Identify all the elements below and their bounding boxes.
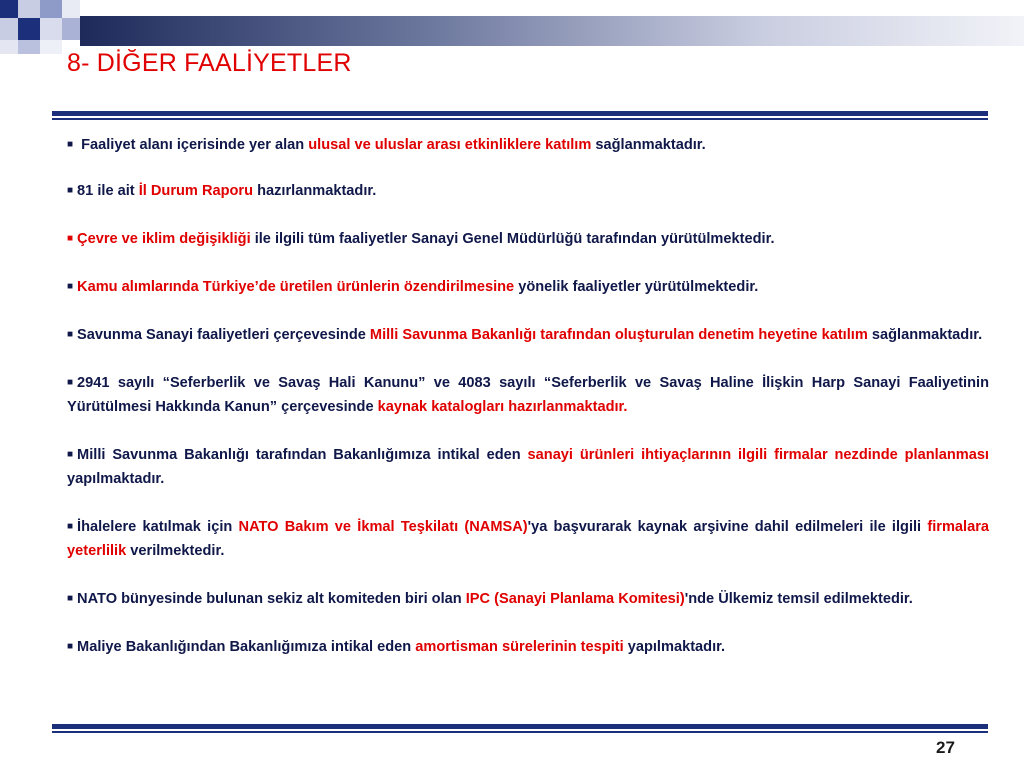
body-text: yapılmaktadır. (623, 639, 726, 655)
highlighted-text: firmalara yeterlilik (67, 519, 990, 559)
body-text: sağlanmaktadır. (867, 327, 983, 343)
corner-square-decoration (18, 40, 40, 54)
bottom-rule-thin (52, 731, 988, 733)
corner-square-decoration (62, 0, 80, 18)
body-text: 81 ile ait (77, 183, 139, 199)
corner-square-decoration (40, 18, 62, 40)
page-number: 27 (936, 738, 955, 757)
highlighted-text: ulusal ve uluslar arası etkinliklere katılım (308, 137, 592, 153)
body-text: ile ilgili tüm faaliyetler Sanayi Genel Müdürlüğü tarafından yürütülmektedir. (250, 231, 775, 247)
header-gradient-bar (80, 16, 1024, 46)
body-text: İhalelere katılmak için (77, 519, 239, 535)
bullet-paragraph (67, 227, 989, 251)
square-bullet-icon: ■ (67, 185, 74, 196)
square-bullet-icon: ■ (67, 641, 74, 652)
highlighted-text: Kamu alımlarında Türkiye’de üretilen ürünlerin özendirilmesine (77, 279, 515, 295)
body-text: Savunma Sanayi faaliyetleri çerçevesinde (77, 327, 370, 343)
corner-square-decoration (18, 18, 40, 40)
bottom-rule-thick (52, 724, 988, 729)
square-bullet-icon: ■ (67, 593, 74, 604)
top-rule-thick (52, 111, 988, 116)
corner-square-decoration (62, 18, 80, 40)
body-text: sağlanmaktadır. (591, 137, 706, 153)
body-text: 'nde Ülkemiz temsil edilmektedir. (684, 591, 913, 607)
body-text: Maliye Bakanlığından Bakanlığımıza intikal eden (77, 639, 416, 655)
top-rule-thin (52, 118, 988, 120)
square-bullet-icon: ■ (67, 521, 74, 532)
body-text: Faaliyet alanı içerisinde yer alan (77, 137, 309, 153)
square-bullet-icon: ■ (67, 233, 74, 244)
body-text: hazırlanmaktadır. (253, 183, 377, 199)
corner-square-decoration (0, 18, 18, 40)
body-text: Milli Savunma Bakanlığı tarafından Bakanlığımıza intikal eden (77, 447, 528, 463)
bullet-paragraph (67, 371, 989, 419)
highlighted-text: IPC (Sanayi Planlama Komitesi) (465, 591, 685, 607)
body-text: verilmektedir. (126, 543, 225, 559)
bullet-paragraph (67, 587, 989, 611)
square-bullet-icon: ■ (67, 139, 74, 150)
body-text: NATO bünyesinde bulunan sekiz alt komiteden biri olan (77, 591, 466, 607)
bullet-paragraph (67, 179, 989, 203)
corner-square-decoration (18, 0, 40, 18)
highlighted-text: Milli Savunma Bakanlığı tarafından oluşturulan denetim heyetine katılım (369, 327, 868, 343)
corner-square-decoration (0, 0, 18, 18)
body-text: 'ya başvurarak kaynak arşivine dahil edilmeleri ile ilgili (527, 519, 928, 535)
corner-square-decoration (0, 40, 18, 54)
bullet-paragraph (67, 443, 989, 491)
square-bullet-icon: ■ (67, 449, 74, 460)
corner-square-decoration (40, 0, 62, 18)
bullet-paragraph (67, 323, 989, 347)
body-text: yapılmaktadır. (67, 471, 165, 487)
highlighted-text: Çevre ve iklim değişikliği (77, 231, 251, 247)
bullet-list (67, 133, 989, 683)
highlighted-text: NATO Bakım ve İkmal Teşkilatı (NAMSA) (238, 519, 528, 535)
highlighted-text: amortisman sürelerinin tespiti (415, 639, 624, 655)
body-text: 2941 sayılı “Seferberlik ve Savaş Hali Kanunu” ve 4083 sayılı “Seferberlik ve Savaş Haline İlişkin Harp Sanayi Faaliyetinin Yürütülmesi Hakkında Kanun” çerçevesinde (67, 375, 989, 415)
bullet-paragraph (67, 515, 989, 563)
body-text: yönelik faaliyetler yürütülmektedir. (514, 279, 759, 295)
bullet-paragraph (67, 275, 989, 299)
bullet-paragraph (67, 133, 989, 157)
highlighted-text: kaynak katalogları hazırlanmaktadır. (377, 399, 628, 415)
highlighted-text: İl Durum Raporu (138, 183, 254, 199)
slide-title: 8- DİĞER FAALİYETLER (67, 49, 352, 77)
bullet-paragraph (67, 635, 989, 659)
square-bullet-icon: ■ (67, 329, 74, 340)
highlighted-text: sanayi ürünleri ihtiyaçlarının ilgili firmalar nezdinde planlanması (527, 447, 989, 463)
corner-square-decoration (40, 40, 62, 54)
square-bullet-icon: ■ (67, 281, 74, 292)
square-bullet-icon: ■ (67, 377, 74, 388)
